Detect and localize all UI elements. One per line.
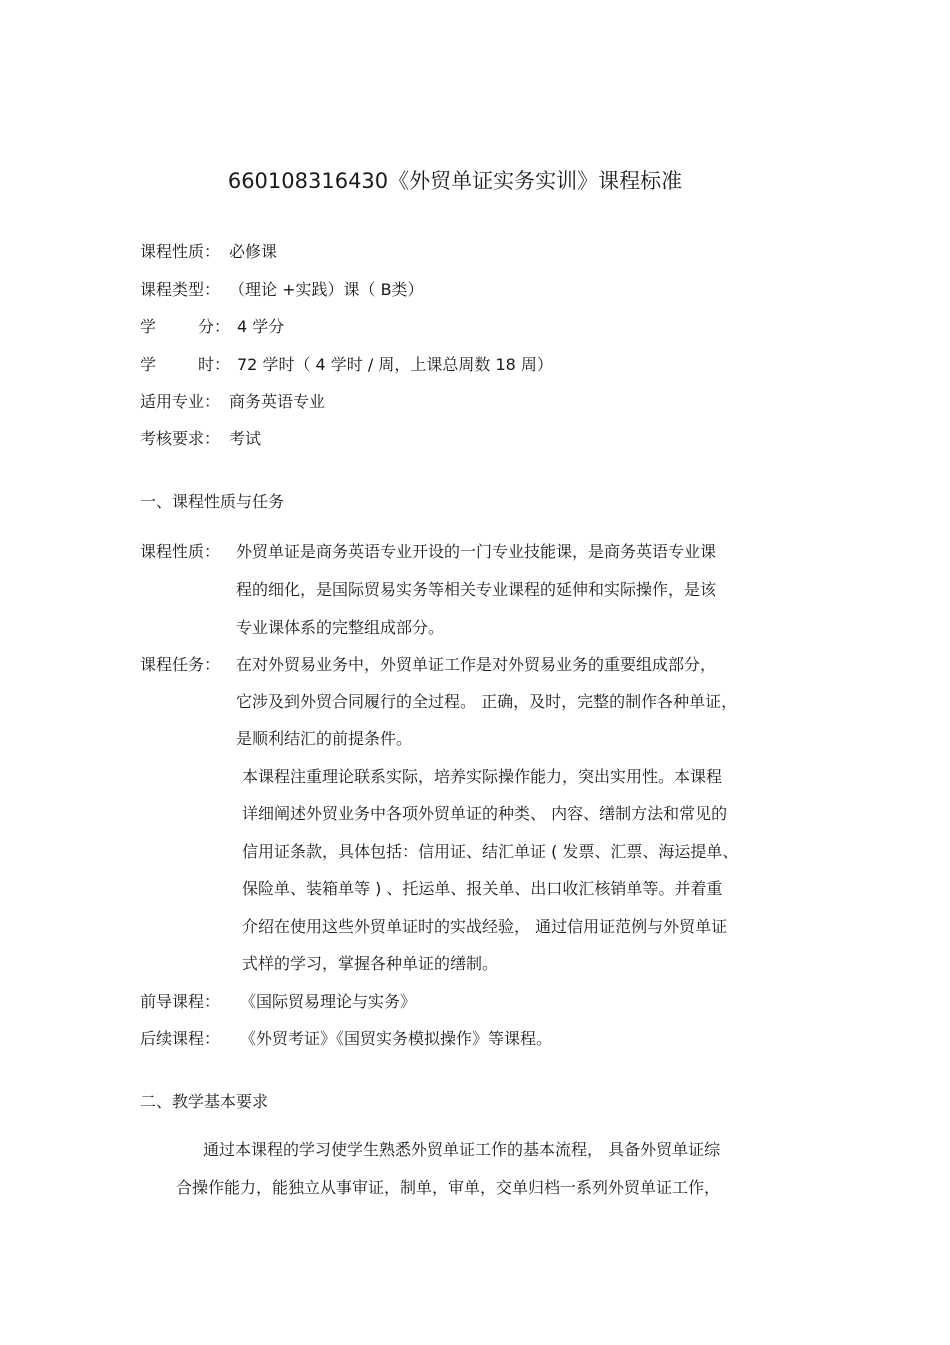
course-task-line: 是顺利结汇的前提条件。: [236, 729, 413, 748]
credit-label-b: 分：: [198, 317, 231, 336]
nature-value: 必修课: [229, 242, 278, 261]
major-value: 商务英语专业: [229, 392, 326, 411]
exam-label: 考核要求：: [140, 429, 221, 448]
course-task-line: 它涉及到外贸合同履行的全过程。 正确，及时，完整的制作各种单证，: [236, 692, 738, 711]
follow-value: 《外贸考证》《国贸实务模拟操作》等课程。: [240, 1029, 553, 1048]
content-line: 信用证条款，具体包括：信用证、结汇单证 ( 发票、汇票、海运提单、: [242, 842, 739, 861]
credit-value: 4 学分: [237, 317, 285, 336]
hours-label-a: 学: [140, 355, 157, 374]
type-value: （理论 +实践）课（ B类）: [229, 280, 424, 299]
course-nature-line: 专业课体系的完整组成部分。: [236, 618, 445, 637]
section1-heading: 一、课程性质与任务: [140, 492, 285, 511]
credit-label-a: 学: [140, 317, 157, 336]
content-line: 详细阐述外贸业务中各项外贸单证的种类、 内容、缮制方法和常见的: [242, 804, 728, 823]
content-line: 保险单、装箱单等 ) 、托运单、报关单、出口收汇核销单等。并着重: [242, 879, 723, 898]
type-label: 课程类型：: [140, 280, 221, 299]
major-label: 适用专业：: [140, 392, 221, 411]
nature-label: 课程性质：: [140, 242, 221, 261]
content-line: 介绍在使用这些外贸单证时的实战经验， 通过信用证范例与外贸单证: [242, 917, 728, 936]
content-line: 本课程注重理论联系实际，培养实际操作能力，突出实用性。本课程: [242, 767, 723, 786]
page-title: 660108316430《外贸单证实务实训》课程标准: [227, 169, 683, 193]
hours-value: 72 学时（ 4 学时 / 周，上课总周数 18 周）: [237, 355, 553, 374]
course-nature-label: 课程性质：: [140, 542, 221, 561]
content-line: 式样的学习，掌握各种单证的缮制。: [242, 954, 499, 973]
prereq-label: 前导课程：: [140, 992, 221, 1011]
course-nature-line: 外贸单证是商务英语专业开设的一门专业技能课，是商务英语专业课: [236, 542, 717, 561]
follow-label: 后续课程：: [140, 1029, 221, 1048]
section2-line: 合操作能力，能独立从事审证，制单，审单，交单归档一系列外贸单证工作，: [176, 1178, 721, 1197]
prereq-value: 《国际贸易理论与实务》: [240, 992, 417, 1011]
course-task-label: 课程任务：: [140, 655, 221, 674]
section2-heading: 二、教学基本要求: [140, 1092, 269, 1111]
course-nature-line: 程的细化，是国际贸易实务等相关专业课程的延伸和实际操作，是该: [236, 580, 717, 599]
section2-line: 通过本课程的学习使学生熟悉外贸单证工作的基本流程， 具备外贸单证综: [203, 1140, 721, 1159]
exam-value: 考试: [229, 429, 262, 448]
hours-label-b: 时：: [198, 355, 231, 374]
course-task-line: 在对外贸易业务中，外贸单证工作是对外贸易业务的重要组成部分，: [236, 655, 717, 674]
